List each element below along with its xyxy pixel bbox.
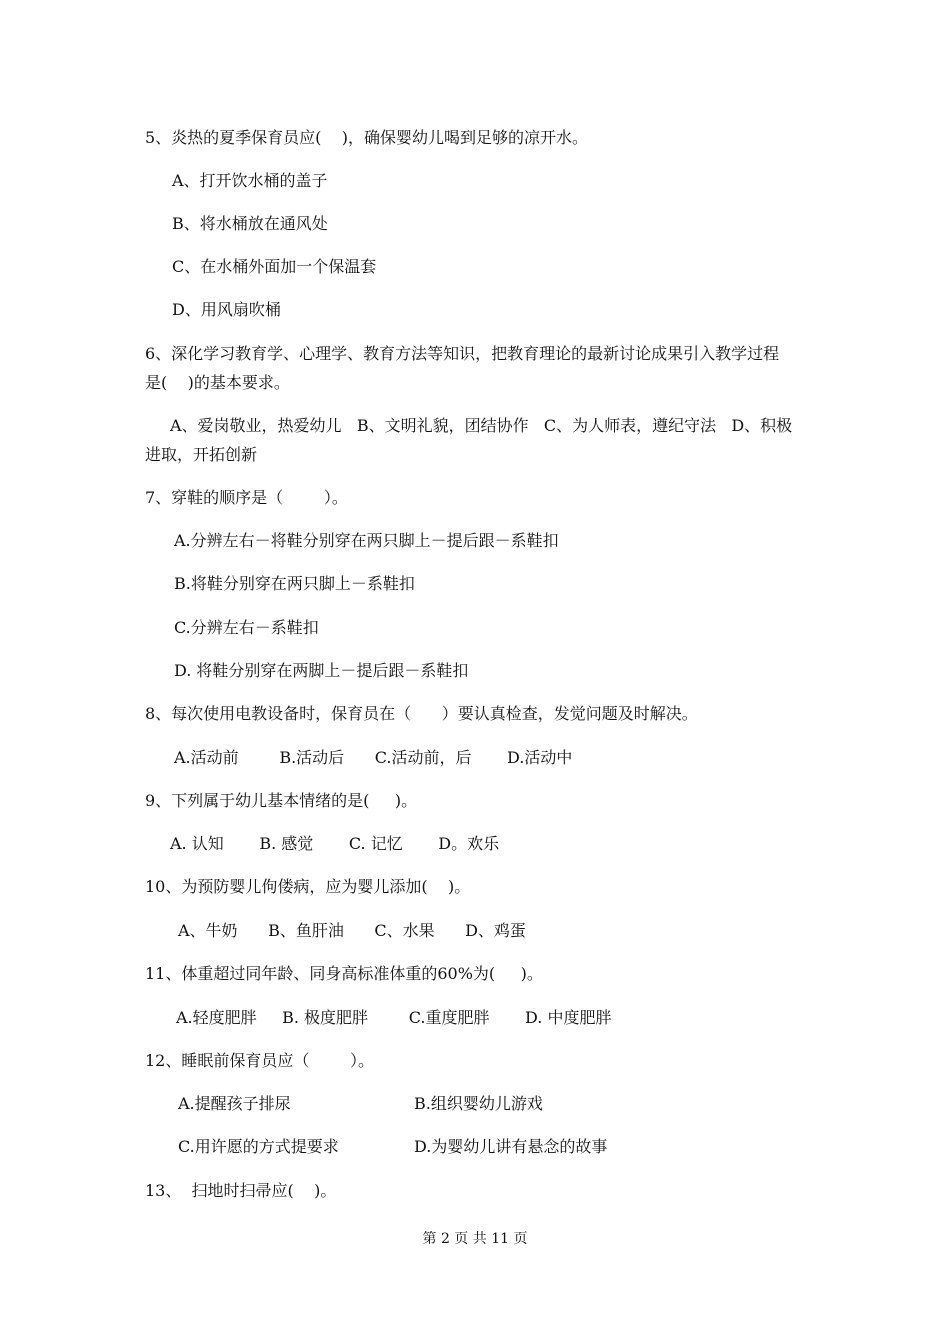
question-9-options: A. 认知 B. 感觉 C. 记忆 D。欢乐 (170, 834, 500, 853)
question-6-options-line2: 进取，开拓创新 (145, 445, 258, 464)
question-7-option-a: A.分辨左右－将鞋分别穿在两只脚上－提后跟－系鞋扣 (174, 531, 559, 550)
question-6-stem-line2: 是( )的基本要求。 (145, 373, 290, 392)
question-7-option-b: B.将鞋分别穿在两只脚上－系鞋扣 (174, 574, 415, 593)
question-7-option-d: D. 将鞋分别穿在两脚上－提后跟－系鞋扣 (174, 661, 469, 680)
question-5-option-b: B、将水桶放在通风处 (172, 214, 328, 233)
question-12-option-d: D.为婴幼儿讲有悬念的故事 (414, 1137, 608, 1156)
question-10-stem: 10、为预防婴儿佝偻病，应为婴儿添加( )。 (145, 877, 471, 896)
page-number-footer: 第 2 页 共 11 页 (422, 1231, 528, 1247)
question-5-stem: 5、炎热的夏季保育员应( )，确保婴幼儿喝到足够的凉开水。 (145, 128, 589, 147)
question-8-stem: 8、每次使用电教设备时，保育员在（ ）要认真检查，发觉问题及时解决。 (145, 704, 698, 723)
question-5-option-c: C、在水桶外面加一个保温套 (172, 257, 377, 276)
question-6-options-line1: A、爱岗敬业，热爱幼儿 B、文明礼貌，团结协作 C、为人师表，遵纪守法 D、积极 (170, 416, 793, 435)
question-11-options: A.轻度肥胖 B. 极度肥胖 C.重度肥胖 D. 中度肥胖 (176, 1008, 612, 1027)
question-13-stem: 13、 扫地时扫帚应( )。 (145, 1181, 337, 1200)
question-8-options: A.活动前 B.活动后 C.活动前，后 D.活动中 (174, 748, 573, 767)
question-7-option-c: C.分辨左右－系鞋扣 (174, 618, 319, 637)
question-11-stem: 11、体重超过同年龄、同身高标准体重的60%为( )。 (145, 964, 543, 983)
question-10-options: A、牛奶 B、鱼肝油 C、水果 D、鸡蛋 (178, 921, 526, 940)
question-6-stem-line1: 6、深化学习教育学、心理学、教育方法等知识，把教育理论的最新讨论成果引入教学过程 (145, 344, 780, 363)
question-7-stem: 7、穿鞋的顺序是（ ）。 (145, 488, 348, 507)
question-12-option-b: B.组织婴幼儿游戏 (414, 1094, 543, 1113)
question-9-stem: 9、下列属于幼儿基本情绪的是( )。 (145, 791, 418, 810)
question-5-option-d: D、用风扇吹桶 (172, 300, 281, 319)
question-12-option-c: C.用许愿的方式提要求 (178, 1137, 339, 1156)
question-12-option-a: A.提醒孩子排尿 (178, 1094, 291, 1113)
question-12-stem: 12、睡眠前保育员应（ ）。 (145, 1051, 375, 1070)
question-5-option-a: A、打开饮水桶的盖子 (172, 171, 328, 190)
